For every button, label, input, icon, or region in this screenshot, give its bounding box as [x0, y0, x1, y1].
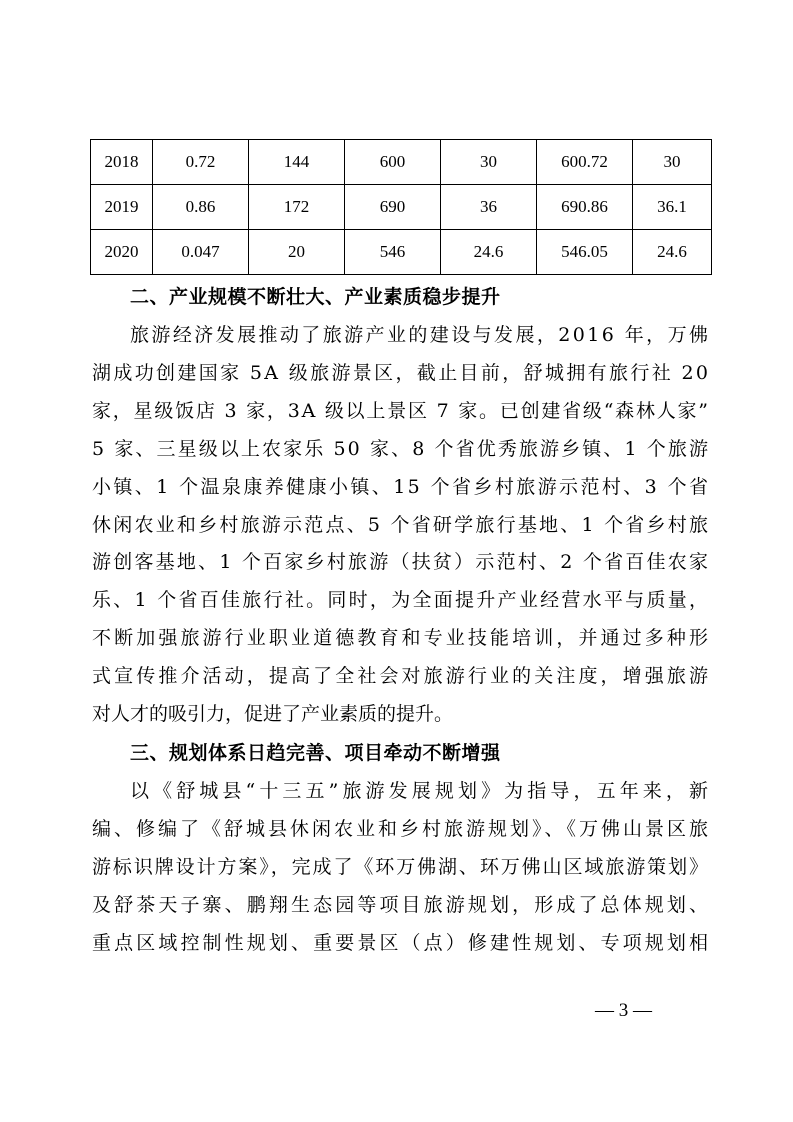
paragraph-line: 以《舒城县“十三五”旅游发展规划》为指导，五年来，新	[130, 780, 713, 802]
paragraph-line: 乐、1 个省百佳旅行社。同时，为全面提升产业经营水平与质量，	[92, 589, 711, 612]
paragraph-line: 家，星级饭店 3 家，3A 级以上景区 7 家。已创建省级“森林人家”	[92, 399, 710, 422]
table-cell: 30	[441, 140, 537, 185]
paragraph-line: 对人才的吸引力，促进了产业素质的提升。	[92, 703, 454, 725]
table-cell: 2018	[91, 140, 153, 185]
table-cell: 36.1	[633, 185, 712, 230]
table-cell: 36	[441, 185, 537, 230]
paragraph-line: 游标识牌设计方案》，完成了《环万佛湖、环万佛山区域旅游策划》	[92, 855, 710, 878]
paragraph-line: 小镇、1 个温泉康养健康小镇、15 个省乡村旅游示范村、3 个省	[92, 475, 711, 498]
table-row	[91, 140, 712, 185]
table-cell: 0.047	[153, 230, 249, 275]
paragraph-line: 编、修编了《舒城县休闲农业和乡村旅游规划》、《万佛山景区旅	[92, 817, 711, 840]
table-cell: 600.72	[537, 140, 633, 185]
paragraph-line: 湖成功创建国家 5A 级旅游景区，截止目前，舒城拥有旅行社 20	[92, 361, 711, 384]
table-cell: 546	[345, 230, 441, 275]
table-cell: 600	[345, 140, 441, 185]
table-cell: 2020	[91, 230, 153, 275]
table-cell: 20	[249, 230, 345, 275]
table-cell: 690	[345, 185, 441, 230]
table-row	[91, 230, 712, 275]
section-2-heading: 二、产业规模不断壮大、产业素质稳步提升	[130, 286, 501, 308]
table-cell: 24.6	[441, 230, 537, 275]
table-body	[91, 140, 712, 275]
statistics-table	[90, 139, 712, 275]
table-cell: 172	[249, 185, 345, 230]
table-row	[91, 185, 712, 230]
paragraph-line: 重点区域控制性规划、重要景区（点）修建性规划、专项规划相	[92, 931, 712, 954]
paragraph-line: 旅游经济发展推动了旅游产业的建设与发展，2016 年，万佛	[130, 324, 711, 346]
table-cell: 30	[633, 140, 712, 185]
table-cell: 24.6	[633, 230, 712, 275]
paragraph-line: 不断加强旅游行业职业道德教育和专业技能培训，并通过多种形	[92, 627, 712, 650]
paragraph-line: 休闲农业和乡村旅游示范点、5 个省研学旅行基地、1 个省乡村旅	[92, 513, 711, 536]
paragraph-line: 及舒茶天子寨、鹏翔生态园等项目旅游规划，形成了总体规划、	[92, 893, 712, 916]
page-number: — 3 —	[595, 1000, 652, 1021]
paragraph-line: 游创客基地、1 个百家乡村旅游（扶贫）示范村、2 个省百佳农家	[92, 551, 711, 574]
section-3-heading: 三、规划体系日趋完善、项目牵动不断增强	[130, 742, 501, 764]
paragraph-line: 5 家、三星级以上农家乐 50 家、8 个省优秀旅游乡镇、1 个旅游	[92, 437, 711, 460]
table-cell: 546.05	[537, 230, 633, 275]
table-cell: 144	[249, 140, 345, 185]
table-cell: 0.86	[153, 185, 249, 230]
table-cell: 2019	[91, 185, 153, 230]
paragraph-line: 式宣传推介活动，提高了全社会对旅游行业的关注度，增强旅游	[92, 665, 712, 688]
table-cell: 0.72	[153, 140, 249, 185]
table-cell: 690.86	[537, 185, 633, 230]
